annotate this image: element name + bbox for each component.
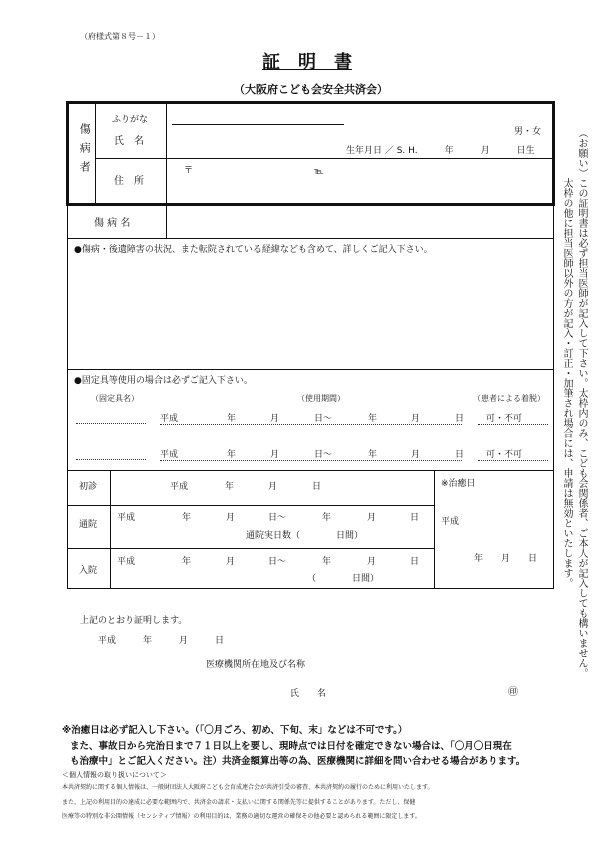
fixture-row1-year: 年 xyxy=(227,414,237,424)
certify-text: 上記のとおり証明します。 xyxy=(80,616,188,626)
side-note-line2: 太枠の他に担当医師以外の方が記入・訂正・加筆され場合には、申請は無効といたします。 xyxy=(561,178,572,588)
furigana-label: ふりがな xyxy=(112,115,149,125)
injury-name-field[interactable] xyxy=(170,210,550,234)
fixture-wearing-col: （患者による着脱） xyxy=(473,394,545,403)
fixture-row2-era: 平成 xyxy=(160,450,179,460)
outpatient-era: 平成 xyxy=(117,513,136,523)
inpatient-year: 年 xyxy=(182,557,192,567)
first-visit-label: 初診 xyxy=(79,482,98,492)
inpatient-month: 月 xyxy=(226,557,236,567)
first-visit-era: 平成 xyxy=(170,482,189,492)
first-visit-year: 年 xyxy=(225,482,235,492)
postal-mark[interactable]: 〒 xyxy=(184,166,194,176)
injury-name-label: 傷 病 名 xyxy=(94,218,131,229)
page-title: 証 明 書 xyxy=(262,52,352,73)
privacy-line2: また、上記の利用目的の達成に必要な範囲内で、共済金の請求・支払いに関する関係先等に提供することがあります。ただし、保健 xyxy=(62,799,416,806)
outpatient-month: 月 xyxy=(226,513,236,523)
condition-field[interactable] xyxy=(72,260,550,366)
outpatient-month2: 月 xyxy=(367,513,377,523)
privacy-title: ＜個人情報の取り扱いについて＞ xyxy=(62,771,167,779)
doctor-name-label: 氏 名 xyxy=(290,689,327,699)
fixture-name-col: （固定具名） xyxy=(91,394,139,403)
fixture-row2-year2: 年 xyxy=(368,450,378,460)
outpatient-day-to: 日～ xyxy=(268,513,287,523)
fixture-row1-yesno[interactable]: 可・不可 xyxy=(486,414,523,424)
outpatient-label: 通院 xyxy=(79,520,98,530)
fixture-row2-year: 年 xyxy=(227,450,237,460)
note-cure-required: ※治癒日は必ず記入し下さい。（「〇月ごろ、初め、下旬、末」などは不可です。） xyxy=(62,725,408,736)
inpatient-days[interactable]: （ 日間） xyxy=(307,574,380,584)
outpatient-year2: 年 xyxy=(322,513,332,523)
birth-date[interactable]: 生年月日 ／ S. H. 年 月 日生 xyxy=(346,146,535,156)
cure-date-ymd[interactable]: 年 月 日 xyxy=(474,554,538,564)
fixture-row1-month2: 月 xyxy=(411,414,421,424)
fixture-row1-month: 月 xyxy=(270,414,280,424)
inpatient-day2: 日 xyxy=(410,557,420,567)
first-visit-month: 月 xyxy=(268,482,278,492)
fixture-note: ●固定具等使用の場合は必ずご記入下さい。 xyxy=(74,376,253,386)
inpatient-era: 平成 xyxy=(117,557,136,567)
side-note-line1: （お願い）この証明書は必ず担当医師が記入して下さい。太枠内のみ、こども会関係者、ご本人が記入しても構いません。 xyxy=(576,128,587,678)
outpatient-year: 年 xyxy=(182,513,192,523)
inpatient-year2: 年 xyxy=(322,557,332,567)
institution-label: 医療機関所在地及び名称 xyxy=(206,660,306,670)
name-field[interactable] xyxy=(172,126,344,140)
name-label: 氏 名 xyxy=(114,136,144,147)
fixture-row1-day-to: 日～ xyxy=(314,414,333,424)
privacy-line3: 医療等の特別な非公開情報（センシティブ情報）の利用目的は、業務の適切な運営の確保その他必要と認められる範囲に限定します。 xyxy=(62,813,421,820)
fixture-row2-yesno[interactable]: 可・不可 xyxy=(486,450,523,460)
fixture-row1-year2: 年 xyxy=(368,414,378,424)
outpatient-day2: 日 xyxy=(410,513,420,523)
seal-mark: ㊞ xyxy=(508,687,518,698)
certify-date[interactable]: 平成 年 月 日 xyxy=(98,636,225,646)
page-subtitle: （大阪府こども会安全共済会） xyxy=(234,83,388,96)
tel-mark[interactable]: ℡ xyxy=(314,167,324,177)
inpatient-month2: 月 xyxy=(367,557,377,567)
fixture-row2-month: 月 xyxy=(270,450,280,460)
first-visit-day: 日 xyxy=(312,482,322,492)
fixture-row1-era: 平成 xyxy=(160,414,179,424)
patient-label: 傷病者 xyxy=(78,123,92,180)
fixture-row1-day2: 日 xyxy=(455,414,465,424)
fixture-period-col: （使用期間） xyxy=(297,394,345,403)
address-label: 住 所 xyxy=(114,176,144,187)
cure-date-label: ※治癒日 xyxy=(441,479,476,489)
fixture-row2-day-to: 日～ xyxy=(314,450,333,460)
note-in-treatment: も治療中」とご記入ください。注）共済金額算出等の為、医療機関に詳細を問い合わせる場合があります。 xyxy=(70,756,526,767)
privacy-line1: 本共済契約に関する個人情報は、一般財団法人大阪府こども会育成連合会が共済引受の審査、本共済契約の履行のために利用いたします。 xyxy=(62,784,434,791)
gender-choice[interactable]: 男・女 xyxy=(514,127,542,137)
outpatient-actual-days[interactable]: 通院実日数（ 日間） xyxy=(246,531,364,541)
form-number: （府様式第８号－１） xyxy=(80,32,160,41)
inpatient-label: 入院 xyxy=(79,566,98,576)
note-71-days: また、事故日から完治日まで７１日以上を要し、現時点では日付を確定できない場合は、「〇月〇日現在 xyxy=(70,741,512,752)
fixture-row2-day2: 日 xyxy=(455,450,465,460)
fixture-row2-month2: 月 xyxy=(411,450,421,460)
cure-date-era: 平成 xyxy=(441,517,460,527)
inpatient-day-to: 日～ xyxy=(268,557,287,567)
condition-note: ●傷病・後遺障害の状況、また転院されている経緯なども含めて、詳しくご記入下さい。 xyxy=(74,245,433,255)
